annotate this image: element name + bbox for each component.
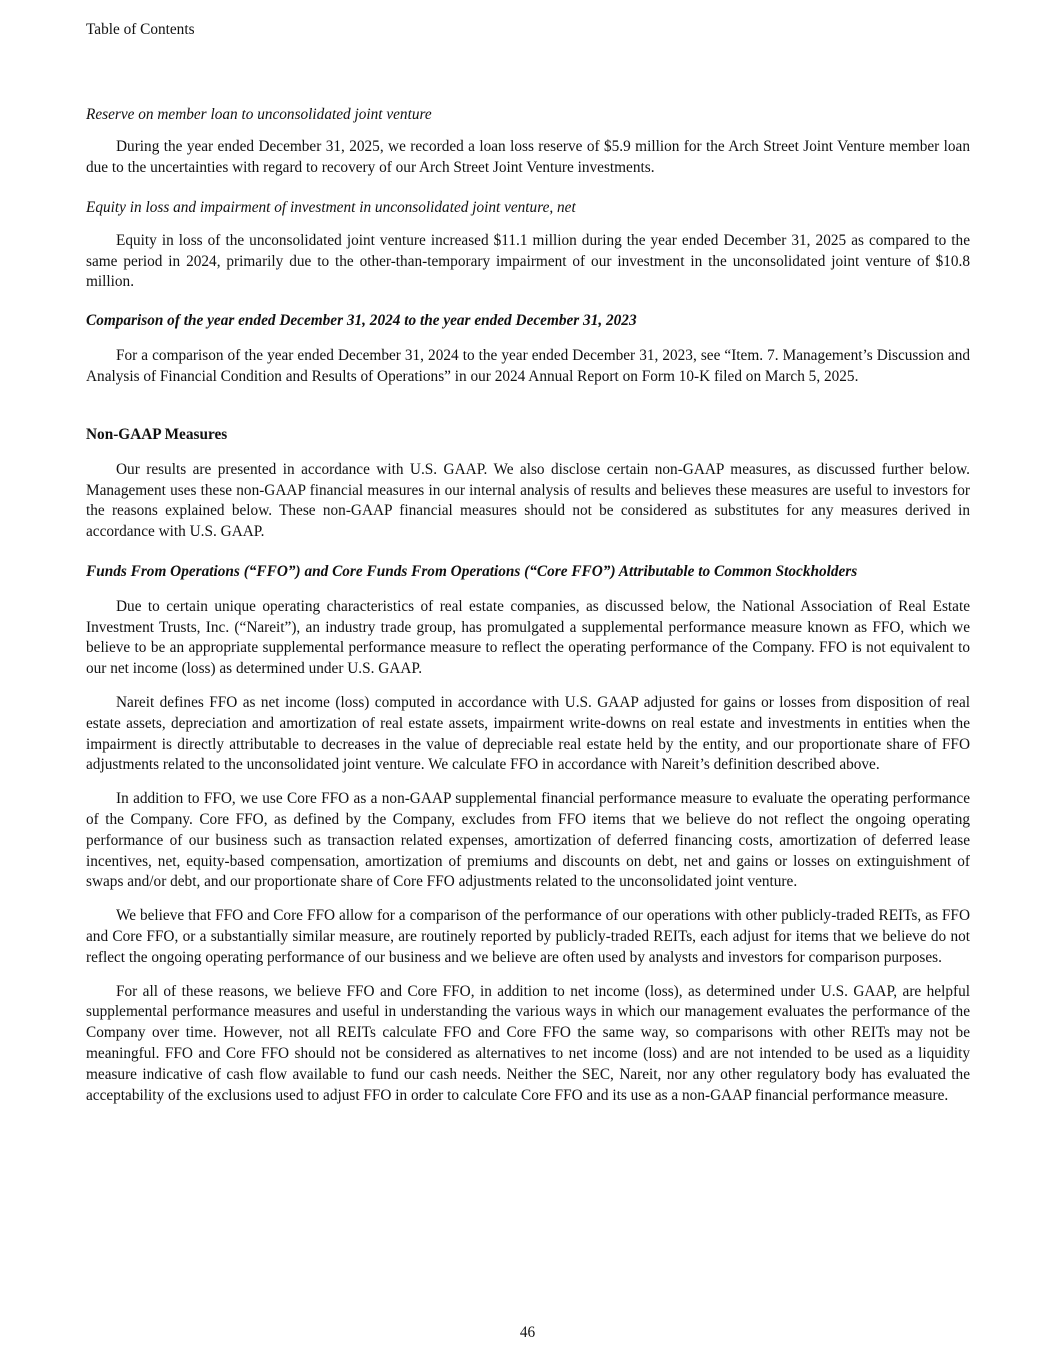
paragraph: For all of these reasons, we believe FFO and Core FFO, in addition to net income (loss), as determined under U.S. GAAP, are helpful supplemental performance measures and useful in understanding the various ways in which our management evaluates the performance of the Company over time. However, not all REITs calculate FFO and Core FFO the same way, so comparisons with other REITs may not be meaningful. FFO and Core FFO should not be considered as alternatives to net income (loss) and are not intended to be used as a liquidity measure indicative of cash flow available to fund our cash needs. Neither the SEC, Nareit, nor any other regulatory body has evaluated the acceptability of the exclusions used to adjust FFO in order to calculate Core FFO and its use as a non-GAAP financial performance measure.: [86, 982, 970, 1104]
section-reserve-member-loan: [86, 105, 970, 178]
section-non-gaap-measures: [86, 425, 970, 543]
section-heading: Funds From Operations (“FFO”) and Core Funds From Operations (“Core FFO”) Attributable to Common Stockholders: [86, 563, 858, 580]
section-equity-in-loss: [86, 198, 970, 293]
section-heading: Comparison of the year ended December 31, 2024 to the year ended December 31, 2023: [86, 312, 637, 329]
section-heading: Non-GAAP Measures: [86, 426, 228, 443]
section-heading: Equity in loss and impairment of investment in unconsolidated joint venture, net: [86, 199, 576, 216]
paragraph: Nareit defines FFO as net income (loss) computed in accordance with U.S. GAAP adjusted for gains or losses from disposition of real estate assets, depreciation and amortization of real estate assets, impairment write-downs on real estate and investments in entities when the impairment is directly attributable to decreases in the value of depreciable real estate held by the entity, and our proportionate share of FFO adjustments related to the unconsolidated joint venture. We calculate FFO in accordance with Nareit’s definition described above.: [86, 693, 970, 774]
paragraph: Our results are presented in accordance with U.S. GAAP. We also disclose certain non-GAAP measures, as discussed further below. Management uses these non-GAAP financial measures in our internal analysis of results and believes these measures are useful to investors for the reasons explained below. These non-GAAP financial measures should not be considered as substitutes for any measures derived in accordance with U.S. GAAP.: [86, 460, 970, 541]
paragraph: In addition to FFO, we use Core FFO as a non-GAAP supplemental financial performance measure to evaluate the operating performance of the Company. Core FFO, as defined by the Company, excludes from FFO items that we believe do not reflect the ongoing operating performance of our business such as transaction related expenses, amortization of deferred financing costs, amortization of deferred lease incentives, net, equity-based compensation, amortization of premiums and discounts on debt, net and gains or losses on extinguishment of swaps and/or debt, and our proportionate share of Core FFO adjustments related to the unconsolidated joint venture.: [86, 790, 970, 891]
section-heading: Reserve on member loan to unconsolidated joint venture: [86, 106, 432, 123]
page-number: 46: [519, 1324, 536, 1341]
table-of-contents-link[interactable]: Table of Contents: [86, 21, 195, 38]
paragraph: Equity in loss of the unconsolidated joint venture increased $11.1 million during the year ended December 31, 2025 as compared to the same period in 2024, primarily due to the other-than-temporary impairment of our investment in the unconsolidated joint venture of $10.8 million.: [86, 231, 970, 291]
paragraph: For a comparison of the year ended December 31, 2024 to the year ended December 31, 2023, see “Item. 7. Management’s Discussion and Analysis of Financial Condition and Results of Operations” in our 2024 Annual Report on Form 10-K filed on March 5, 2025.: [86, 346, 970, 385]
section-comparison-2024-2023: [86, 311, 970, 387]
paragraph: Due to certain unique operating characteristics of real estate companies, as discussed below, the National Association of Real Estate Investment Trusts, Inc. (“Nareit”), an industry trade group, has promulgated a supplemental performance measure known as FFO, which we believe to be an appropriate supplemental performance measure to reflect the operating performance of the Company. FFO is not equivalent to our net income (loss) as determined under U.S. GAAP.: [86, 597, 970, 678]
paragraph: We believe that FFO and Core FFO allow for a comparison of the performance of our operations with other publicly-traded REITs, as FFO and Core FFO, or a substantially similar measure, are routinely reported by publicly-traded REITs, each adjust for items that we believe do not reflect the ongoing operating performance of our business and we believe are often used by analysts and investors for comparison purposes.: [86, 907, 970, 966]
section-ffo-core-ffo: [86, 562, 970, 1106]
paragraph: During the year ended December 31, 2025, we recorded a loan loss reserve of $5.9 million for the Arch Street Joint Venture member loan due to the uncertainties with regard to recovery of our Arch Street Joint Venture investments.: [86, 137, 970, 176]
